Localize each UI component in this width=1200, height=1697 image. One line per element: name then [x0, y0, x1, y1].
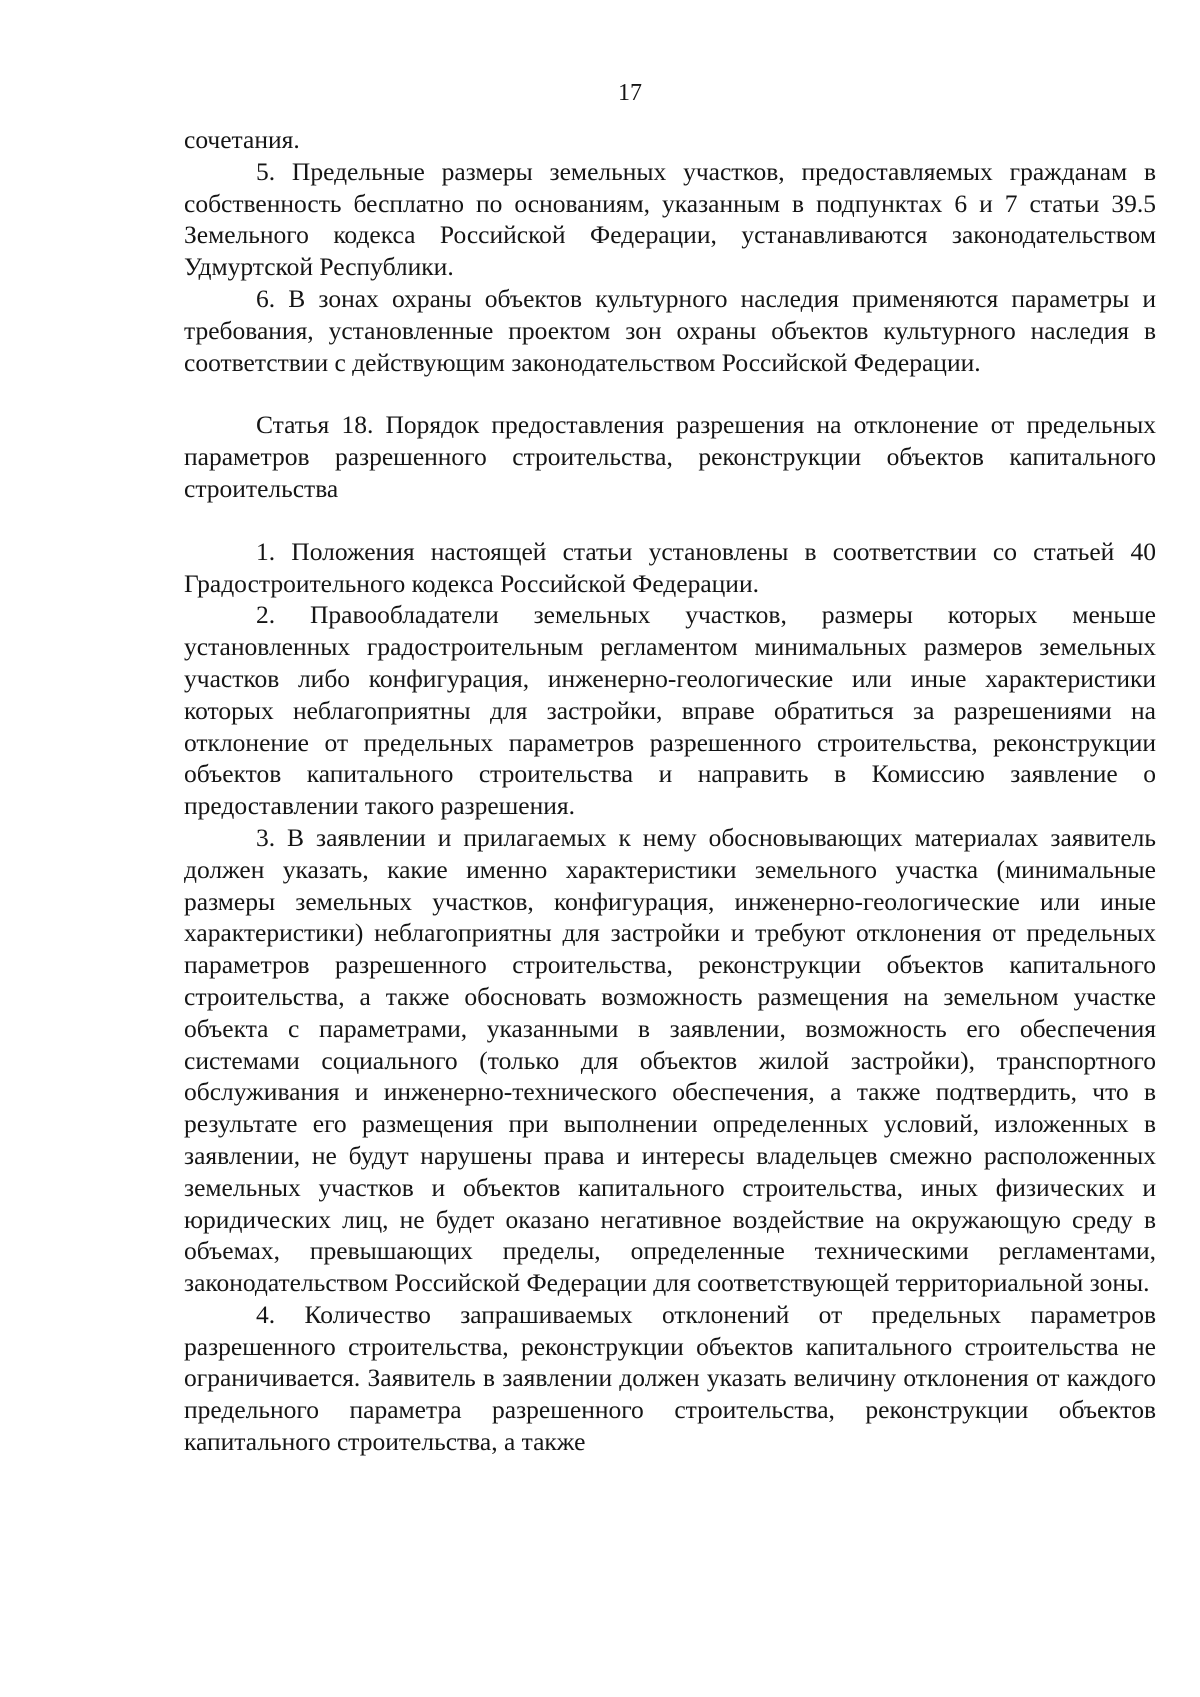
document-body [184, 124, 1156, 1458]
article-item-1: 1. Положения настоящей статьи установлены в соответствии со статьей 40 Градостроительного кодекса Российской Федерации. [184, 536, 1156, 598]
article-item-3: 3. В заявлении и прилагаемых к нему обосновывающих материалах заявитель должен указать, какие именно характеристики земельного участка (минимальные размеры земельных участков, конфигурация, инженерно-геологические или иные характеристики) неблагоприятны для застройки и требуют отклонения от предельных параметров разрешенного строительства, реконструкции объектов капитального строительства, а также обосновать возможность размещения на земельном участке объекта с параметрами, указанными в заявлении, возможность его обеспечения системами социального (только для объектов жилой застройки), транспортного обслуживания и инженерно-технического обеспечения, а также подтвердить, что в результате его размещения при выполнении определенных условий, изложенных в заявлении, не будут нарушены права и интересы владельцев смежно расположенных земельных участков и объектов капитального строительства, иных физических и юридических лиц, не будет оказано негативное воздействие на окружающую среду в объемах, превышающих пределы, определенные техническими регламентами, законодательством Российской Федерации для соответствующей территориальной зоны. [184, 822, 1156, 1298]
paragraph-item-6: 6. В зонах охраны объектов культурного наследия применяются параметры и требования, установленные проектом зон охраны объектов культурного наследия в соответствии с действующим законодательством Российской Федерации. [184, 283, 1156, 377]
paragraph-item-5: 5. Предельные размеры земельных участков, предоставляемых гражданам в собственность бесплатно по основаниям, указанным в подпунктах 6 и 7 статьи 39.5 Земельного кодекса Российской Федерации, устанавливаются законодательством Удмуртской Республики. [184, 156, 1156, 282]
paragraph-continuation: сочетания. [184, 125, 300, 154]
page-number: 17 [618, 80, 642, 106]
article-heading: Статья 18. Порядок предоставления разрешения на отклонение от предельных параметров разрешенного строительства, реконструкции объектов капитального строительства [184, 410, 1156, 503]
article-item-2: 2. Правообладатели земельных участков, размеры которых меньше установленных градостроительным регламентом минимальных размеров земельных участков либо конфигурация, инженерно-геологические или иные характеристики которых неблагоприятны для застройки, вправе обратиться за разрешениями на отклонение от предельных параметров разрешенного строительства, реконструкции объектов капитального строительства и направить в Комиссию заявление о предоставлении такого разрешения. [184, 600, 1156, 821]
article-item-4: 4. Количество запрашиваемых отклонений от предельных параметров разрешенного строительства, реконструкции объектов капитального строительства не ограничивается. Заявитель в заявлении должен указать величину отклонения от каждого предельного параметра разрешенного строительства, реконструкции объектов капитального строительства, а также [184, 1299, 1156, 1457]
